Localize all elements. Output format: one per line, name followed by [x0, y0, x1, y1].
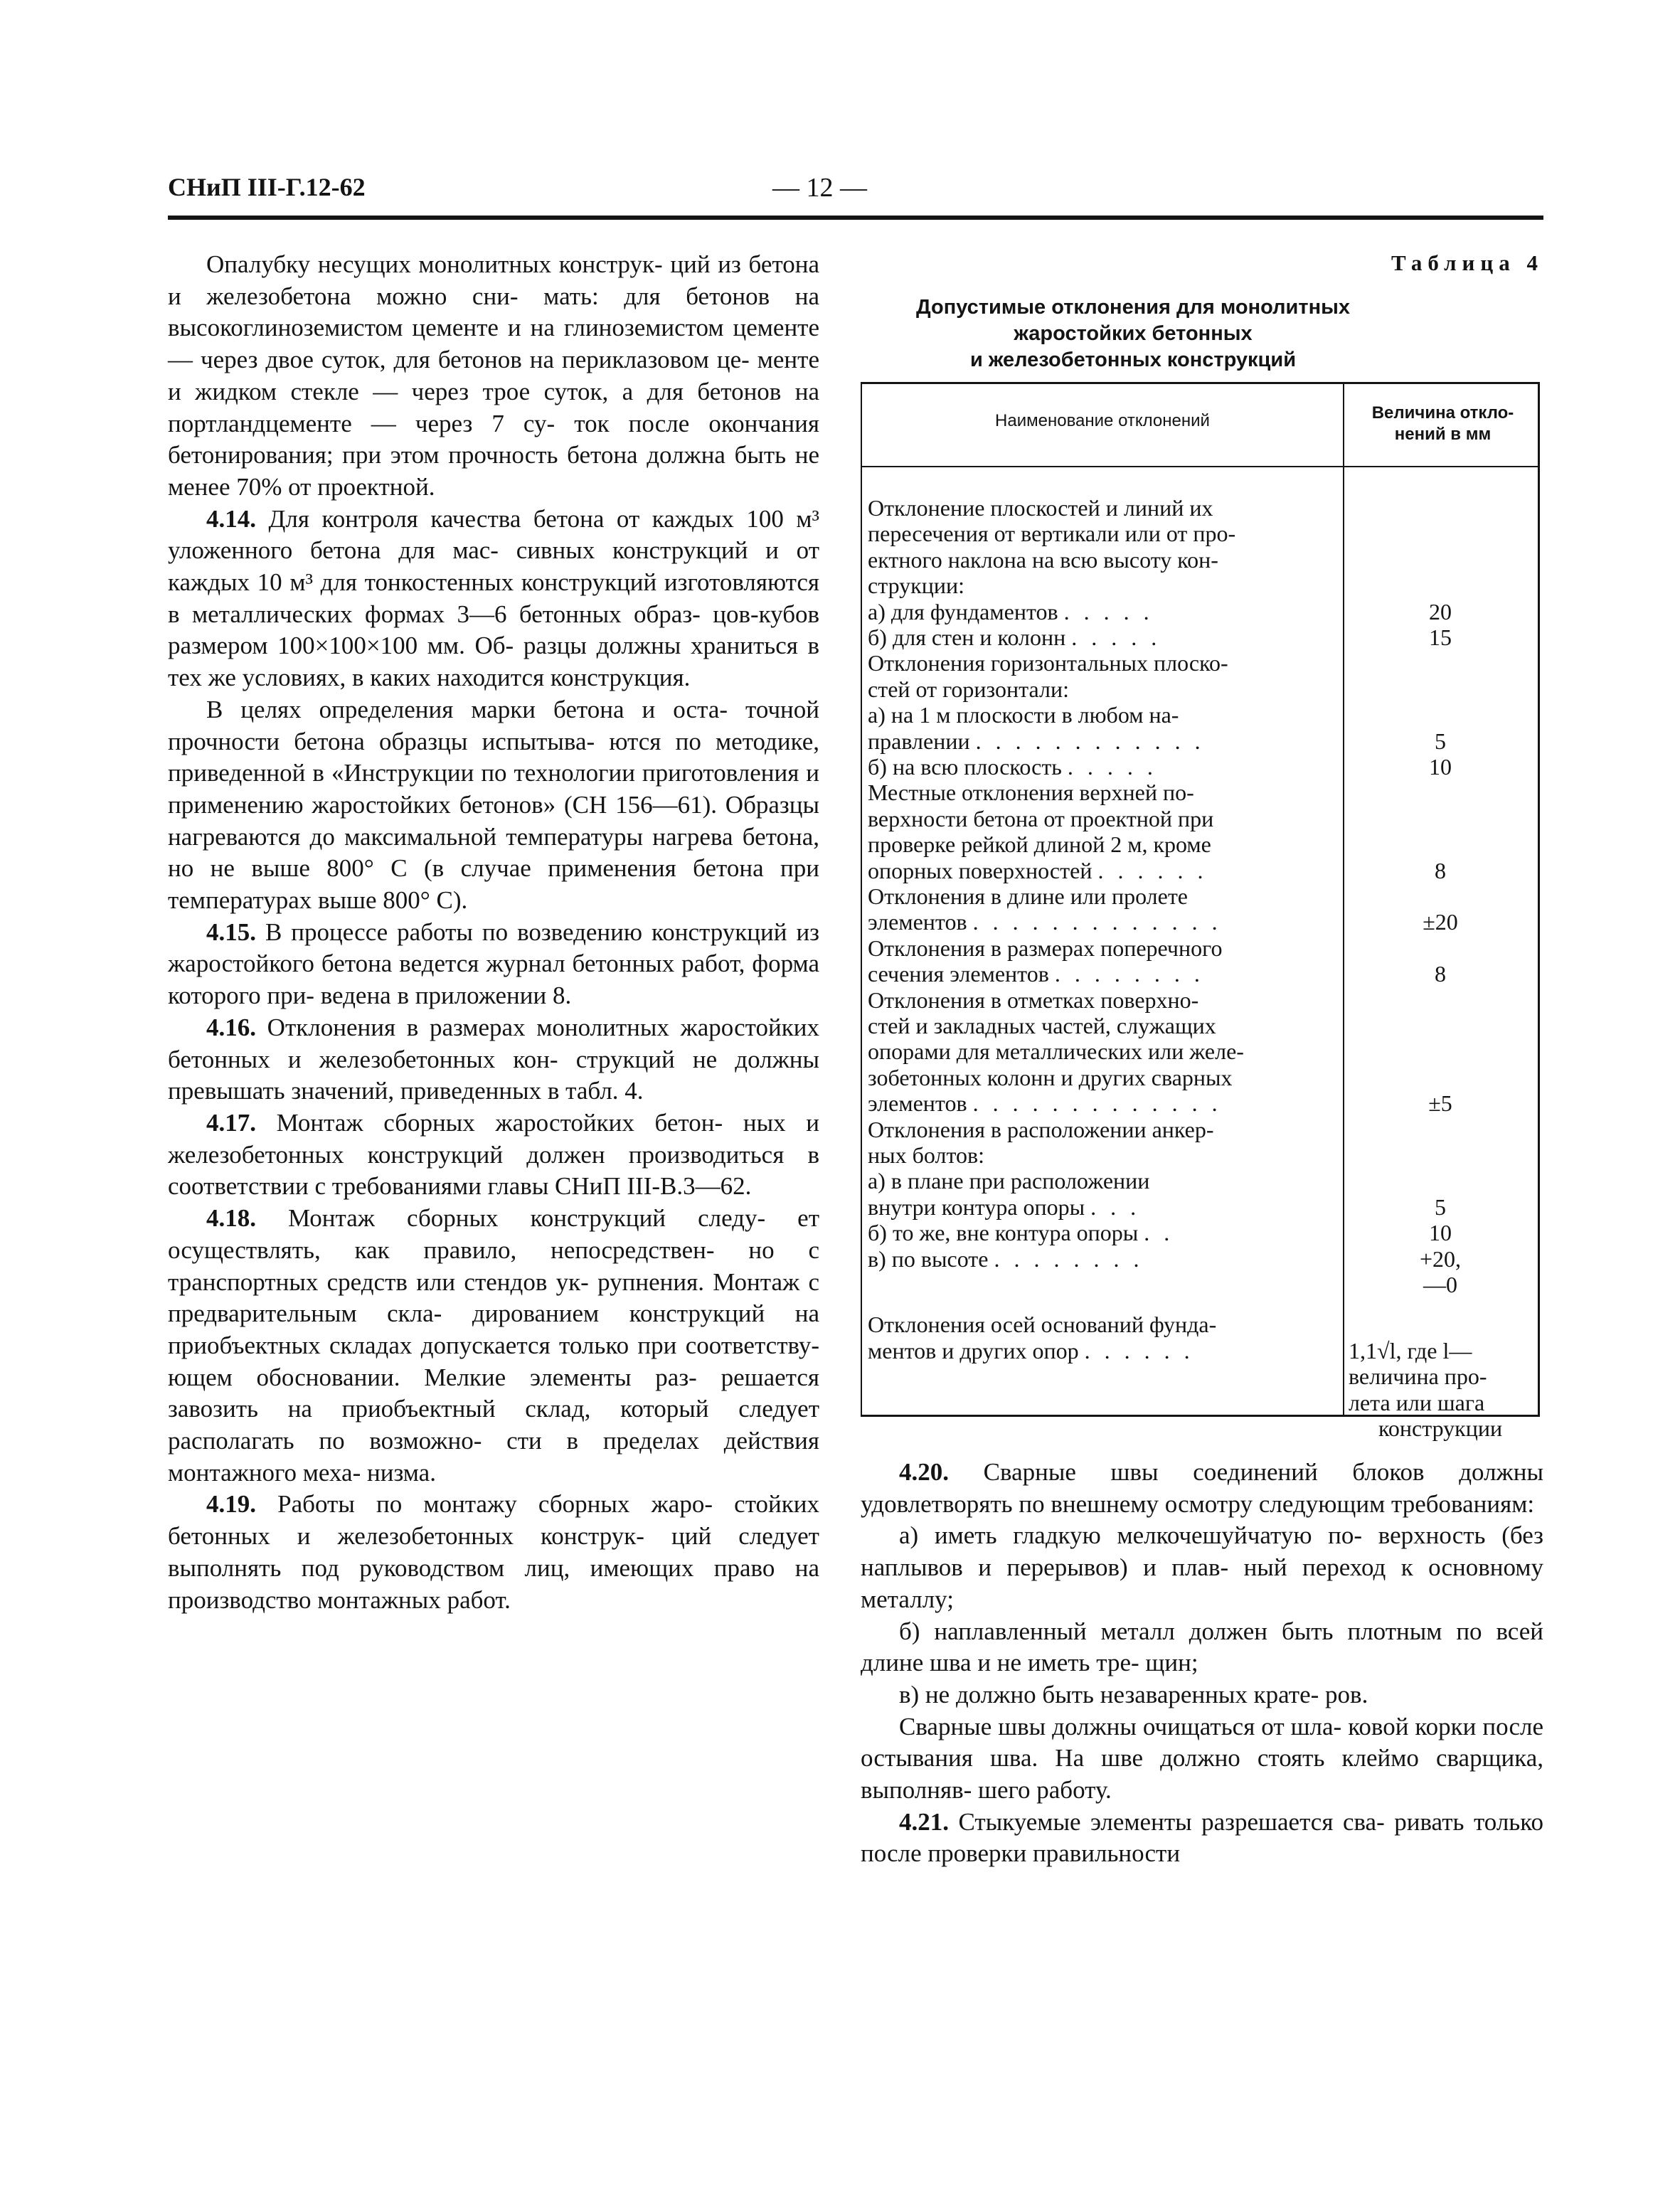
deviation-text: Отклонения горизонтальных плоско-: [868, 650, 1228, 676]
deviation-text: пересечения от вертикали или от про-: [868, 521, 1236, 547]
deviation-text: внутри контура опоры: [868, 1193, 1085, 1220]
deviation-text: Отклонение плоскостей и линий их: [868, 495, 1213, 521]
table-row: [862, 1220, 1538, 1245]
table-cell-value: +20,: [1419, 1245, 1462, 1272]
table-cell-value: ±5: [1428, 1090, 1452, 1117]
text-line: следующим требованиям:: [1258, 1489, 1535, 1518]
table-row: [862, 1312, 1538, 1337]
text-line: в каких находится конструкция.: [351, 664, 691, 692]
table-row: [862, 1246, 1538, 1272]
deviation-text: верхности бетона от проектной при: [868, 805, 1214, 831]
text-line: двое суток, для бетонов на периклазовом це-: [265, 346, 750, 374]
table-cell-name: [868, 573, 1337, 598]
table-cell-name: [868, 1142, 1337, 1168]
table-cell-value: 8: [1435, 857, 1446, 883]
deviation-text: стей от горизонтали:: [868, 676, 1069, 702]
table-cell-value: 5: [1435, 728, 1446, 754]
leader-dots: . . . . . . . .: [1054, 961, 1204, 987]
table-row: [862, 1090, 1538, 1116]
text-line: точной прочности бетона образцы испытыва-: [168, 695, 820, 755]
deviation-text: Отклонения в расположении анкер-: [868, 1116, 1214, 1142]
paragraph: [861, 1457, 1543, 1520]
table-row: [862, 858, 1538, 883]
paragraph: [168, 249, 819, 504]
section-number: 4.16.: [206, 1013, 256, 1041]
deviation-text: опорами для металлических или желе-: [868, 1038, 1244, 1065]
section-number: 4.20.: [899, 1458, 949, 1486]
deviation-text: а) на 1 м плоскости в любом на-: [868, 702, 1179, 728]
table-caption: Таблица 4: [1391, 250, 1543, 275]
text-line: Для контроля качества бетона от: [256, 504, 640, 533]
text-line: решается завозить на приобъектный склад,: [168, 1363, 819, 1423]
table-row: [862, 1272, 1538, 1297]
table-cell-name: [868, 1168, 1337, 1193]
text-line: щин;: [1145, 1649, 1198, 1677]
table-cell-name: [868, 883, 1337, 909]
deviation-text: в) по высоте: [868, 1245, 989, 1272]
table-cell-value: 5: [1435, 1193, 1446, 1220]
text-line: В целях определения марки бетона и оста-: [206, 695, 728, 723]
leader-dots: . . . . . .: [1084, 1337, 1194, 1363]
table-cell-name: [868, 909, 1337, 935]
text-line: журнал бетонных работ, форма которого при-: [168, 950, 819, 1010]
paragraph: [168, 1489, 819, 1616]
section-number: 4.18.: [206, 1204, 256, 1233]
text-line: применения бетона при температурах выше: [168, 854, 820, 915]
table-cell-name: [868, 1038, 1337, 1064]
text-line: нагрева бетона, но не выше 800° С (в случае: [168, 822, 820, 883]
leader-dots: . . . . . . . . . . . .: [975, 728, 1205, 754]
paragraph: [861, 1679, 1543, 1711]
header-divider: [862, 466, 1538, 467]
section-number: 4.14.: [206, 504, 256, 533]
table-row: [862, 676, 1538, 702]
table-cell-value: 15: [1429, 624, 1452, 650]
text-line: а) иметь гладкую мелкочешуйчатую по-: [899, 1521, 1363, 1550]
text-line: ющем обосновании. Мелкие элементы раз-: [168, 1363, 697, 1391]
column-header-value: [1344, 403, 1541, 445]
table-row: [862, 1065, 1538, 1090]
leader-dots: . . . . . . . .: [994, 1245, 1144, 1272]
leader-dots: . . . . .: [1071, 624, 1161, 650]
table-cell-value: —0: [1423, 1272, 1457, 1297]
paragraph: [168, 1203, 819, 1489]
table-cell-name: [868, 1246, 1337, 1272]
left-column: [168, 249, 819, 1616]
text-line: рупнения. Монтаж с предварительным скла-: [168, 1267, 819, 1328]
table-row: [862, 495, 1538, 521]
table-cell-name: [868, 702, 1337, 728]
text-line: прочность бетона должна быть не менее 70%: [168, 441, 820, 501]
page-header: [168, 172, 1543, 215]
paragraph: [861, 1616, 1543, 1679]
text-line: ров.: [1325, 1680, 1368, 1708]
text-line: главы СНиП III-В.3—62.: [487, 1172, 752, 1201]
text-line: должно стоять клеймо сварщика, выполняв-: [861, 1744, 1544, 1804]
table-row: [862, 650, 1538, 676]
text-line: конструкций из жаростойкого бетона ведется: [168, 918, 820, 978]
leader-dots: . . . . . . . . . . . . .: [972, 909, 1222, 935]
table-cell-name: [868, 1338, 1337, 1363]
document-code: СНиП III-Г.12-62: [168, 173, 366, 201]
table-row: [862, 573, 1538, 598]
table-row: [862, 624, 1538, 650]
right-column-text: [861, 1457, 1543, 1870]
text-line: шего работу.: [978, 1776, 1112, 1804]
table-row: [862, 883, 1538, 909]
text-line: разцы должны храниться в тех же условиях,: [168, 632, 820, 692]
table-cell-name: [868, 961, 1337, 987]
table-row: [862, 1415, 1538, 1441]
table-cell-name: [868, 521, 1337, 546]
leader-dots: . . . . . .: [1097, 857, 1208, 883]
table-title-line: и железобетонных конструкций: [969, 349, 1297, 371]
table-cell-value: 1,1√l, где l—: [1349, 1337, 1472, 1363]
table-row: [862, 547, 1538, 573]
text-line: ных и железобетонных конструкций должен: [168, 1108, 819, 1169]
text-line: ций из бетона и железобетона можно сни-: [168, 250, 819, 310]
paragraph: [861, 1711, 1543, 1807]
table-cell-name: [868, 1194, 1337, 1220]
table-cell-value: конструкции: [1378, 1415, 1503, 1441]
table-row: [862, 521, 1538, 546]
header-rule: [168, 216, 1543, 220]
text-line: б) наплавленный металл должен быть: [899, 1617, 1334, 1645]
column-header-value-line: Величина откло-: [1371, 403, 1514, 422]
paragraph: [861, 1520, 1543, 1615]
table-row: [862, 1194, 1538, 1220]
text-line: каждых 100 м³ уложенного бетона для мас-: [168, 504, 819, 565]
text-line: сивных конструкций и от каждых 10 м³ для: [168, 536, 819, 597]
text-line: металлических формах 3—6 бетонных образ-: [191, 600, 701, 628]
table-cell-name: [868, 676, 1337, 702]
table-cell-name: [868, 806, 1337, 831]
table-cell-name: [868, 1117, 1337, 1142]
section-number: 4.19.: [206, 1490, 256, 1519]
text-line: сти в пределах действия монтажного меха-: [168, 1427, 820, 1487]
deviation-text: а) для фундаментов: [868, 598, 1058, 624]
text-line: складах допускается только при соответству-: [329, 1331, 820, 1359]
table-row: [862, 961, 1538, 987]
deviation-text: ментов и других опор: [868, 1337, 1079, 1363]
table-cell-name: [868, 780, 1337, 805]
deviation-text: опорных поверхностей: [868, 857, 1092, 883]
table-cell-name: [868, 1312, 1337, 1337]
column-header-name: Наименование отклонений: [995, 411, 1210, 430]
text-line: приведенных в табл. 4.: [400, 1077, 644, 1105]
table-row: [862, 599, 1538, 624]
text-line: работ.: [447, 1585, 511, 1614]
table-row: [862, 1338, 1538, 1363]
text-line: мать: для бетонов на высокоглиноземистом: [168, 282, 819, 342]
table-cell-name: [868, 831, 1337, 857]
table-row: [862, 1038, 1538, 1064]
table-row: [862, 987, 1538, 1013]
text-line: Опалубку несущих монолитных конструк-: [206, 250, 663, 278]
deviation-text: Местные отклонения верхней по-: [868, 780, 1194, 806]
text-line: ный переход к основному металлу;: [861, 1553, 1543, 1613]
table-row: [862, 1363, 1538, 1389]
deviation-text: элементов: [868, 1090, 967, 1117]
paragraph: [168, 504, 819, 694]
deviation-text: струкции:: [868, 573, 964, 599]
deviation-text: Отклонения в отметках поверхно-: [868, 987, 1199, 1013]
text-line: В процессе работы по возведению: [256, 918, 643, 946]
deviation-text: проверке рейкой длиной 2 м, кроме: [868, 831, 1211, 858]
text-line: менте и жидком стекле — через трое суток, а: [168, 346, 819, 405]
text-line: ведена в приложении 8.: [320, 982, 572, 1010]
table-title-line: Допустимые отклонения для монолитных: [916, 296, 1350, 319]
paragraph: [861, 1807, 1543, 1870]
text-line: ток после окончания бетонирования; при этом: [168, 409, 819, 469]
paragraph: [168, 917, 819, 1012]
table-cell-name: [868, 624, 1337, 650]
table-title: [859, 294, 1407, 373]
table-cell-name: [868, 1013, 1337, 1038]
table-cell-value: величина про-: [1349, 1363, 1487, 1390]
text-line: цов-кубов размером 100×100×100 мм. Об-: [168, 600, 820, 660]
deviation-text: ных болтов:: [868, 1142, 985, 1168]
table-row: [862, 1390, 1538, 1415]
section-number: 4.15.: [206, 918, 256, 946]
deviation-text: зобетонных колонн и других сварных: [868, 1064, 1233, 1090]
table-cell-name: [868, 1090, 1337, 1116]
leader-dots: . . . . . . . . . . . . .: [972, 1090, 1222, 1117]
table-row: [862, 754, 1538, 780]
text-line: Отклонения в размерах монолитных: [256, 1013, 669, 1041]
text-line: 800° С).: [383, 886, 468, 915]
deviation-text: сечения элементов: [868, 961, 1049, 987]
leader-dots: . . .: [1090, 1193, 1141, 1220]
table-cell-name: [868, 754, 1337, 780]
text-line: нагреваются до максимальной температуры: [168, 822, 644, 851]
table-cell-name: [868, 935, 1337, 961]
paragraph: [168, 1107, 819, 1203]
text-line: плотным по всей длине шва и не иметь тре-: [861, 1617, 1544, 1677]
text-line: по технологии приготовления и применению: [168, 759, 820, 819]
text-line: струкций не должны превышать значений,: [168, 1045, 820, 1105]
table-cell-name: [868, 495, 1337, 521]
deviation-text: Отклонения осей оснований фунда-: [868, 1312, 1217, 1338]
deviations-table: [861, 382, 1540, 1441]
text-line: но с транспортных средств или стендов ук-: [168, 1235, 820, 1296]
table-row: [862, 780, 1538, 805]
text-line: ет осуществлять, как правило, непосредствен-: [168, 1204, 819, 1264]
deviation-text: стей и закладных частей, служащих: [868, 1013, 1216, 1038]
leader-dots: . . . . .: [1067, 754, 1157, 780]
text-line: который следует располагать по возможно-: [168, 1395, 819, 1455]
leader-dots: . . . . .: [1063, 598, 1154, 624]
text-line: Сварные швы соединений блоков: [949, 1458, 1425, 1486]
table-row: [862, 935, 1538, 961]
text-line: должны удовлетворять по внешнему осмотру: [861, 1458, 1543, 1518]
deviation-text: ектного наклона на всю высоту кон-: [868, 546, 1218, 573]
text-line: имеющих право на производство монтажных: [168, 1553, 820, 1614]
text-line: Монтаж сборных конструкций следу-: [256, 1204, 766, 1233]
deviation-text: б) на всю плоскость: [868, 754, 1062, 780]
table-cell-name: [868, 1220, 1337, 1245]
text-line: для бетонов на портландцементе — через 7 су-: [168, 377, 819, 437]
text-line: дированием конструкций на приобъектных: [168, 1299, 820, 1359]
text-line: ривать только после проверки правильности: [861, 1807, 1543, 1868]
text-line: жаростойких бетонов» (СН 156—61). Образцы: [312, 790, 820, 819]
table-cell-value: 20: [1429, 598, 1452, 624]
table-cell-name: [868, 1065, 1337, 1090]
deviation-text: б) для стен и колонн: [868, 624, 1066, 650]
table-row: [862, 831, 1538, 857]
section-number: 4.17.: [206, 1108, 256, 1137]
text-line: ются по методике, приведенной в «Инструкции: [168, 727, 819, 787]
table-cell-name: [868, 858, 1337, 883]
text-line: тонкостенных конструкций изготовляются в: [168, 568, 820, 628]
deviation-text: Отклонения в длине или пролете: [868, 883, 1188, 909]
text-line: ций следует выполнять под руководством лиц,: [168, 1522, 819, 1582]
table-title-line: жаростойких бетонных: [1014, 322, 1253, 345]
table-row: [862, 728, 1538, 754]
text-line: производиться в соответствии с требованиями: [168, 1140, 819, 1201]
table-cell-value: 10: [1429, 1220, 1452, 1246]
table-row: [862, 1168, 1538, 1193]
deviation-text: б) то же, вне контура опоры: [868, 1220, 1139, 1246]
table-row: [862, 1142, 1538, 1168]
column-header-value-line: нений в мм: [1394, 425, 1492, 444]
text-line: в) не должно быть незаваренных крате-: [899, 1680, 1319, 1708]
table-row: [862, 702, 1538, 728]
table-row: [862, 1013, 1538, 1038]
paragraph: [168, 1012, 819, 1107]
text-line: цементе и на глиноземистом цементе — через: [168, 314, 820, 374]
table-row: [862, 806, 1538, 831]
table-cell-name: [868, 547, 1337, 573]
text-line: ковой корки после остывания шва. На шве: [861, 1712, 1544, 1772]
table-cell-value: 8: [1435, 961, 1446, 987]
text-line: низма.: [366, 1458, 436, 1487]
paragraph: [168, 694, 819, 917]
table-cell-name: [868, 650, 1337, 676]
deviation-text: Отклонения в размерах поперечного: [868, 935, 1223, 961]
section-number: 4.21.: [899, 1807, 949, 1836]
table-cell-name: [868, 987, 1337, 1013]
text-line: Работы по монтажу сборных жаро-: [256, 1490, 713, 1519]
text-line: верхность (без наплывов и перерывов) и плав-: [861, 1521, 1543, 1582]
text-line: стойких бетонных и железобетонных конструк-: [168, 1490, 820, 1551]
table-cell-name: [868, 599, 1337, 624]
deviation-text: элементов: [868, 909, 967, 935]
text-line: от проектной.: [288, 472, 435, 501]
table-cell-value: лета или шага: [1349, 1389, 1485, 1415]
leader-dots: . .: [1144, 1220, 1174, 1246]
table-row: [862, 1117, 1538, 1142]
table-row: [862, 909, 1538, 935]
table-cell-value: 10: [1429, 754, 1452, 780]
deviation-text: а) в плане при расположении: [868, 1168, 1150, 1194]
page-number: — 12 —: [772, 173, 867, 203]
text-line: Монтаж сборных жаростойких бетон-: [256, 1108, 723, 1137]
text-line: Стыкуемые элементы разрешается сва-: [949, 1807, 1385, 1836]
table-cell-name: [868, 728, 1337, 754]
table-cell-value: ±20: [1423, 909, 1458, 935]
text-line: Сварные швы должны очищаться от шла-: [899, 1712, 1342, 1740]
deviation-text: правлении: [868, 728, 970, 754]
text-line: жаростойких бетонных и железобетонных кон-: [168, 1013, 819, 1073]
